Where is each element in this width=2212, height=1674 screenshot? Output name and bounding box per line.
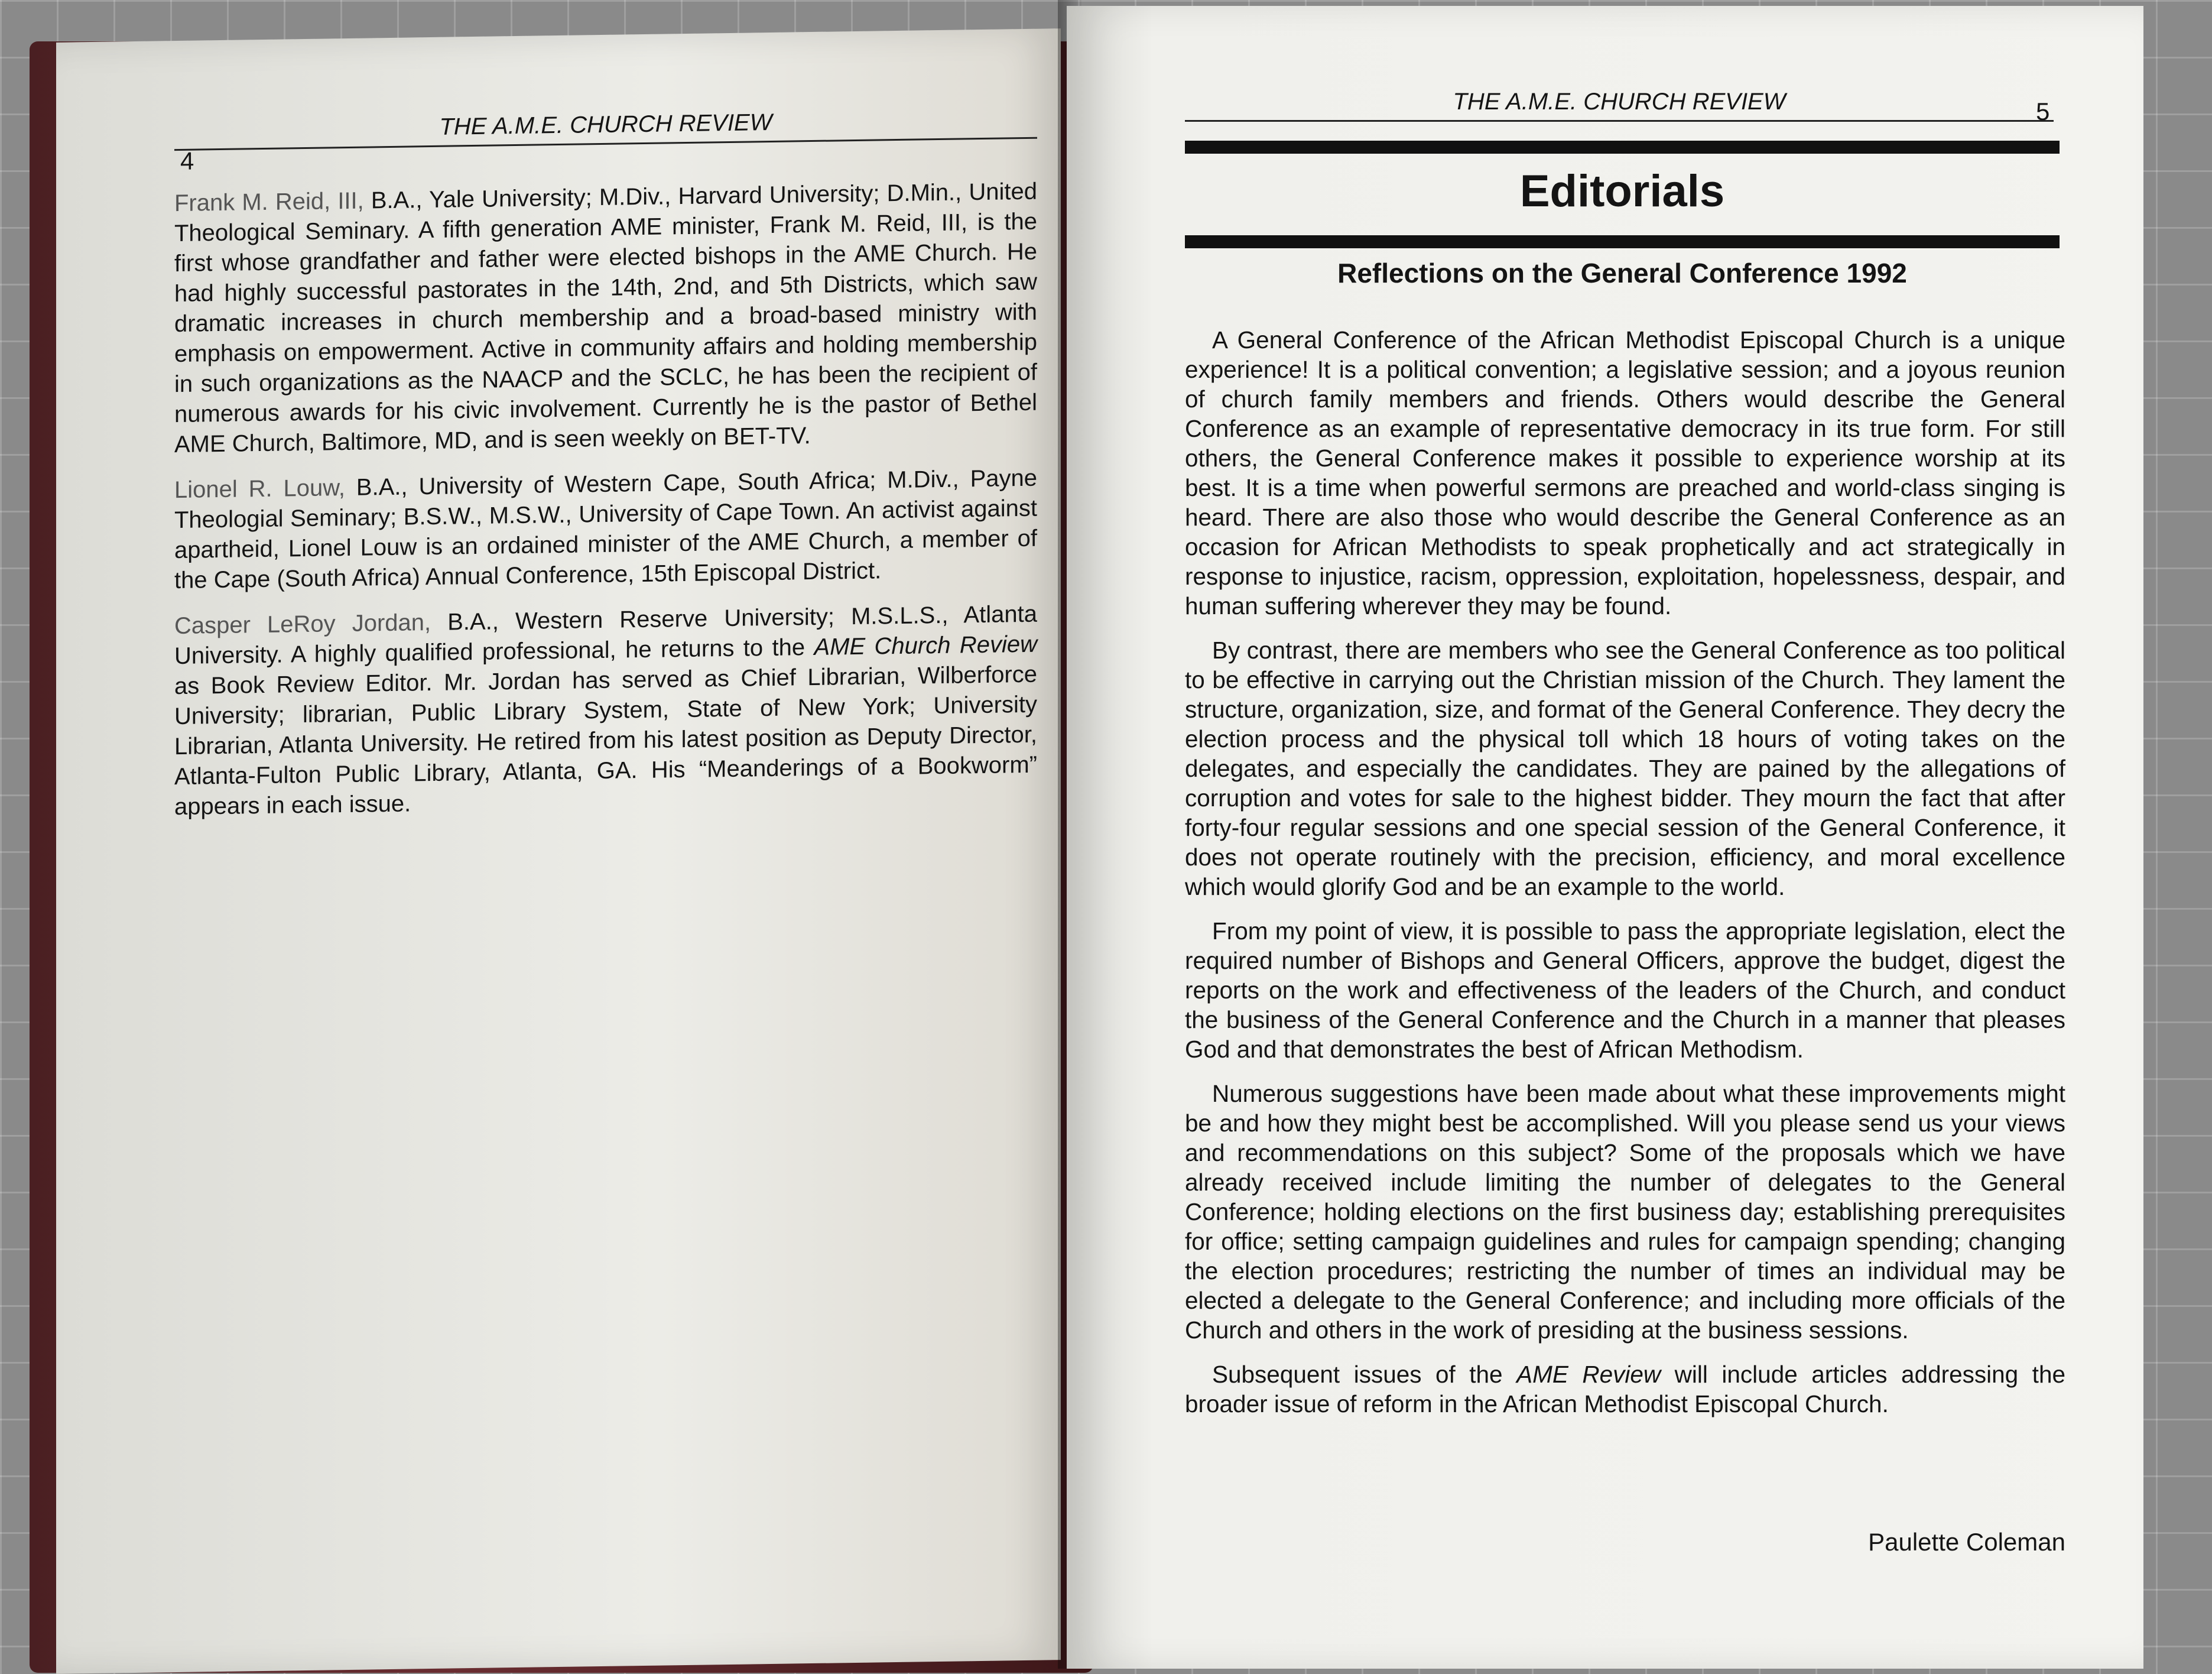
paragraph: Numerous suggestions have been made about what these improvements might be and how they might best be accomplished. Will you please send us your views and recommendations on this subject? Some of the proposals which we have already received include limiting the number of delegates to the General Conference; holding elections on the first business day; establishing prerequisites for office; setting campaign guidelines and rules for campaign spending; changing the election procedures; restricting the number of times an individual may be elected a delegate to the General Conference; and including more officials of the Church and others in the work of presiding at the business sessions. <box>1185 1080 2065 1344</box>
page-number-left: 4 <box>180 147 194 175</box>
bio-reid <box>174 177 1037 460</box>
bio-text: B.A., Western Reserve University; M.S.L.S., Atlanta University. A highly qualified professional, he returns to the <box>174 601 1037 670</box>
article-title: Reflections on the General Conference 1992 <box>1337 258 1907 288</box>
running-head-left: THE A.M.E. CHURCH REVIEW <box>174 106 1037 151</box>
bio-text: B.A., Yale University; M.Div., Harvard University; D.Min., United Theological Seminary. A fifth generation AME minister, Frank M. Reid, III, is the first whose grandfather and father were elected bishops in the AME Church. He had highly successful pastorates in the 14th, 2nd, and 5th Districts, which saw dramatic increases in church membership and a broad-based ministry with emphasis on empowerment. Active in community affairs and holding membership in such organizations as the NAACP and the SCLC, he has been the recipient of numerous awards for his civic involvement. Currently he is the pastor of Bethel AME Church, Baltimore, MD, and is seen weekly on BET-TV. <box>174 178 1037 458</box>
left-page <box>56 28 1061 1674</box>
top-rule <box>1185 141 2060 154</box>
paragraph: From my point of view, it is possible to pass the appropriate legislation, elect the required number of Bishops and General Officers, approve the budget, digest the reports on the work and effectiveness of the leaders of the Church, and conduct the business of the General Conference and the Church in a manner that pleases God and that demonstrates the best of African Methodism. <box>1185 917 2065 1063</box>
paragraph: A General Conference of the African Methodist Episcopal Church is a unique experience! It is a political convention; a legislative session; and a joyous reunion of church family members and friends. Others would describe the General Conference as an example of representative democracy in its true form. For still others, the General Conference makes it possible to experience worship at its best. It is a time when powerful sermons are preached and world-class singing is heard. There are also those who would describe the General Conference as an occasion for African Methodists to speak prophetically and act strategically in response to injustice, racism, oppression, exploitation, hopelessness, despair, and human suffering wherever they may be found. <box>1185 326 2065 619</box>
closing-paragraph <box>1185 1360 2065 1419</box>
bio-name: Lionel R. Louw, <box>174 475 346 504</box>
bio-italic-title: AME Church Review <box>814 631 1037 660</box>
closing-text: will include articles addressing the broader issue of reform in the African Methodist Episcopal Church. <box>1185 1361 2065 1417</box>
right-page <box>1067 6 2143 1669</box>
paragraph: By contrast, there are members who see the General Conference as too political to be effective in carrying out the Christian mission of the Church. They lament the structure, organization, size, and format of the General Conference. They decry the election process and the physical toll which 18 hours of voting takes on the delegates, and especially the candidates. They are pained by the allegations of corruption and votes for sale to the highest bidder. They mourn the fact that after forty-four regular sessions and one special session of the General Conference, it does not operate routinely with the precision, efficiency, and moral excellence which would glorify God and be an example to the world. <box>1185 637 2065 900</box>
author-signature: Paulette Coleman <box>1868 1528 2065 1556</box>
bio-jordan <box>174 599 1037 822</box>
editorial-body <box>1185 325 2065 1433</box>
bottom-rule <box>1185 235 2060 248</box>
page-number-right: 5 <box>2036 98 2050 125</box>
running-head-right: THE A.M.E. CHURCH REVIEW <box>1185 89 2054 122</box>
closing-italic: AME Review <box>1516 1361 1661 1388</box>
closing-text: Subsequent issues of the <box>1212 1361 1517 1388</box>
section-title: Editorials <box>1519 166 1725 216</box>
bio-name: Frank M. Reid, III, <box>174 187 364 217</box>
contributor-bios <box>174 177 1037 838</box>
bio-text: as Book Review Editor. Mr. Jordan has served as Chief Librarian, Wilberforce University; librarian, Public Library System, State of New York; University Librarian, Atlanta University. He retired from his latest position as Deputy Director, Atlanta-Fulton Public Library, Atlanta, GA. His “Meanderings of a Bookworm” appears in each issue. <box>174 661 1037 820</box>
bio-name: Casper LeRoy Jordan, <box>174 609 431 640</box>
bio-louw <box>174 463 1037 596</box>
bio-text: B.A., University of Western Cape, South Africa; M.Div., Payne Theologial Seminary; B.S.W., M.S.W., University of Cape Town. An activist against apartheid, Lionel Louw is an ordained minister of the AME Church, a member of the Cape (South Africa) Annual Conference, 15th Episcopal District. <box>174 465 1037 594</box>
